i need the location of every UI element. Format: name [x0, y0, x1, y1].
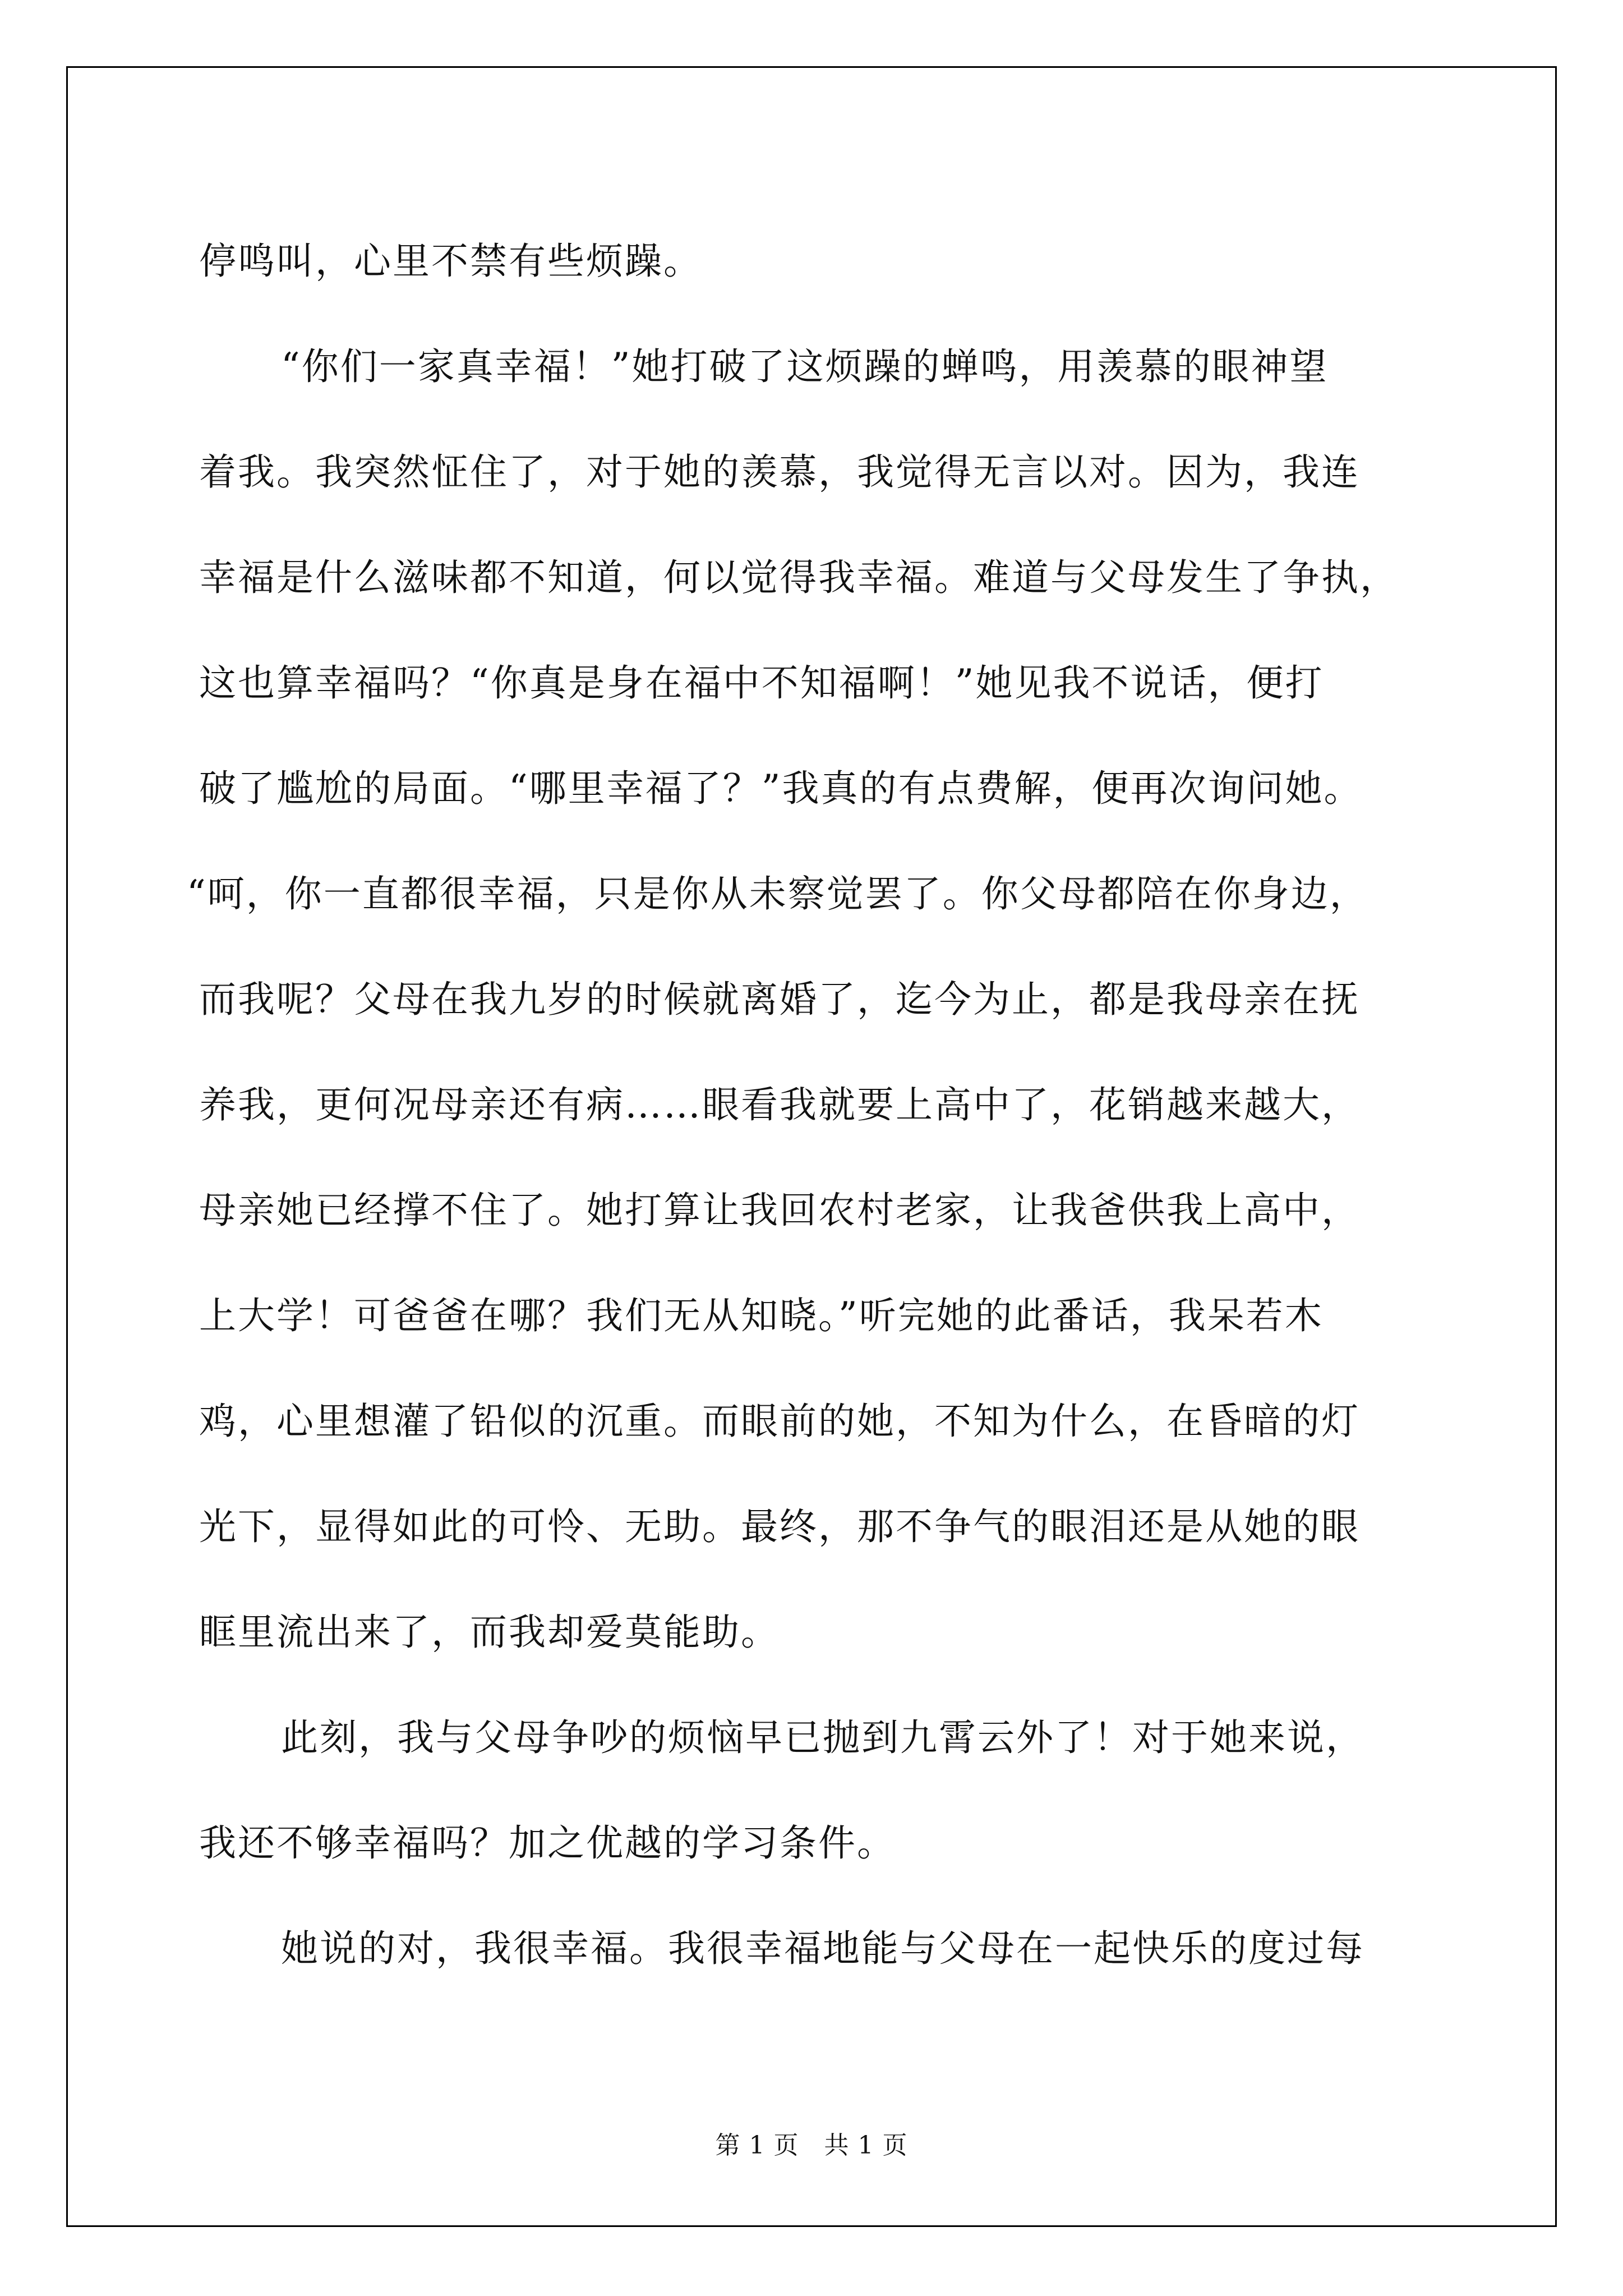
text-line: 此刻，我与父母争吵的烦恼早已抛到九霄云外了！对于她来说， — [281, 1716, 1364, 1759]
text-line: 眶里流出来了，而我却爱莫能助。 — [199, 1611, 780, 1654]
text-line: 她说的对，我很幸福。我很幸福地能与父母在一起快乐的度过每 — [281, 1927, 1364, 1970]
text-line: 光下，显得如此的可怜、无助。最终，那不争气的眼泪还是从她的眼 — [199, 1505, 1360, 1548]
text-line: 停鸣叫，心里不禁有些烦躁。 — [199, 240, 702, 283]
text-line: 上大学！可爸爸在哪？我们无从知晓。”听完她的此番话，我呆若木 — [199, 1294, 1324, 1337]
text-line: 我还不够幸福吗？加之优越的学习条件。 — [199, 1821, 896, 1865]
text-line: 鸡，心里想灌了铅似的沉重。而眼前的她，不知为什么，在昏暗的灯 — [199, 1400, 1360, 1443]
text-line: 破了尴尬的局面。“哪里幸福了？”我真的有点费解，便再次询问她。 — [199, 767, 1363, 810]
page-footer: 第 1 页 共 1 页 — [715, 2131, 908, 2160]
text-line: 这也算幸福吗？“你真是身在福中不知福啊！”她见我不说话，便打 — [199, 661, 1324, 705]
text-line: 养我，更何况母亲还有病……眼看我就要上高中了，花销越来越大， — [199, 1083, 1360, 1126]
text-line: “你们一家真幸福！”她打破了这烦躁的蝉鸣，用羡慕的眼神望 — [281, 345, 1329, 388]
text-line: 而我呢？父母在我九岁的时候就离婚了，迄今为止，都是我母亲在抚 — [199, 978, 1360, 1021]
document-body — [187, 209, 1425, 2001]
text-line: 幸福是什么滋味都不知道，何以觉得我幸福。难道与父母发生了争执， — [199, 556, 1399, 599]
text-line: 母亲她已经撑不住了。她打算让我回农村老家，让我爸供我上高中， — [199, 1189, 1360, 1232]
text-line: “呵，你一直都很幸福，只是你从未察觉罢了。你父母都陪在你身边， — [187, 872, 1368, 915]
text-line: 着我。我突然怔住了，对于她的羡慕，我觉得无言以对。因为，我连 — [199, 450, 1360, 494]
